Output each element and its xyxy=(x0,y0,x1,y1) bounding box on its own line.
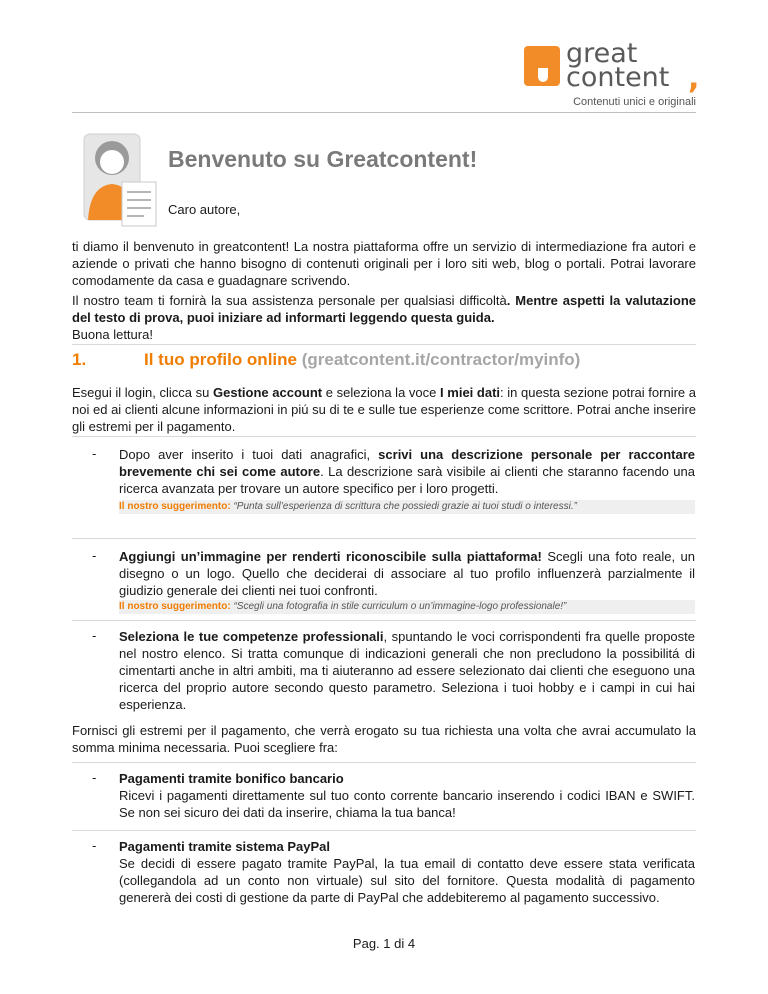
item-divider xyxy=(72,436,696,437)
section-title: Il tuo profilo online xyxy=(144,350,297,369)
author-avatar-icon xyxy=(78,128,164,232)
intro-part: : in questa sezione potrai fornire a noi ed ai clienti alcune informazioni in piú su di te e sulle tue esperienze come scrittore. Potrai anche inserire gli estremi per il pagamento. xyxy=(72,385,697,434)
bullet: - xyxy=(92,770,97,785)
section-intro xyxy=(72,384,696,435)
suggestion-label: Il nostro suggerimento: xyxy=(119,601,231,612)
greatcontent-logo xyxy=(524,40,704,102)
suggestion-label: Il nostro suggerimento: xyxy=(119,501,231,512)
item-text: Scegli una foto reale, un disegno o un logo. Quello che deciderai di associare al tuo profilo influenzerà parzialmente il giudizio generale dei clienti nei tuoi confronti. xyxy=(119,549,695,598)
payment-option-text: Ricevi i pagamenti direttamente sul tuo conto corrente bancario inserendo i codici IBAN e SWIFT. Se non sei sicuro dei dati da inserire, chiama la tua banca! xyxy=(119,788,695,820)
greeting: Caro autore, xyxy=(168,202,241,217)
header-divider xyxy=(72,112,696,113)
item-divider xyxy=(72,620,696,621)
list-item xyxy=(119,548,695,599)
section-heading xyxy=(72,350,580,370)
section-divider xyxy=(72,344,696,345)
tagline: Contenuti unici e originali xyxy=(573,96,696,108)
team-paragraph xyxy=(72,292,696,326)
menu-i-miei-dati: I miei dati xyxy=(440,385,501,400)
logo-quote-mark-icon xyxy=(524,46,560,86)
item-divider xyxy=(72,830,696,831)
section-url: (greatcontent.it/contractor/myinfo) xyxy=(301,350,581,369)
list-item xyxy=(119,628,695,713)
payment-option-title: Pagamenti tramite bonifico bancario xyxy=(119,771,344,786)
intro-part: e seleziona la voce xyxy=(322,385,441,400)
page-number: Pag. 1 di 4 xyxy=(352,936,416,951)
item-bold: Aggiungi un’immagine per renderti riconoscibile sulla piattaforma! xyxy=(119,549,542,564)
closing-line: Buona lettura! xyxy=(72,327,153,342)
item-divider xyxy=(72,762,696,763)
payment-option-paypal xyxy=(119,838,695,906)
section-number: 1. xyxy=(72,350,87,369)
logo-word-great: great xyxy=(566,38,638,69)
team-bold: . Mentre aspetti la valutazione del testo di prova, puoi iniziare ad informarti leggendo questa guida. xyxy=(72,293,696,325)
logo-word-content: content xyxy=(566,62,670,93)
suggestion-box xyxy=(119,600,695,614)
payment-option-text: Se decidi di essere pagato tramite PayPal, la tua email di contatto deve essere stata verificata (collegandola ad un conto non virtuale) sul sito del fornitore. Questa modalità di pagamento genererà dei costi di gestione da parte di PayPal che addebiteremo al pagamento successivo. xyxy=(119,856,695,905)
item-text: Dopo aver inserito i tuoi dati anagrafici, xyxy=(119,447,379,462)
bullet: - xyxy=(92,838,97,853)
logo-comma: , xyxy=(688,61,700,96)
payment-intro: Fornisci gli estremi per il pagamento, che verrà erogato su tua richiesta una volta che avrai accumulato la somma minima necessaria. Puoi scegliere fra: xyxy=(72,723,696,755)
suggestion-text: “Punta sull’esperienza di scrittura che possiedi grazie ai tuoi studi o interessi.” xyxy=(230,501,577,512)
intro-part: Esegui il login, clicca su xyxy=(72,385,214,400)
list-item xyxy=(119,446,695,497)
page-title: Benvenuto su Greatcontent! xyxy=(168,146,478,172)
item-divider xyxy=(72,538,696,539)
team-plain: Il nostro team ti fornirà la sua assistenza personale per qualsiasi difficoltà xyxy=(72,293,507,308)
payment-option-bank xyxy=(119,770,695,821)
bullet: - xyxy=(92,548,97,563)
intro-paragraph: ti diamo il benvenuto in greatcontent! La nostra piattaforma offre un servizio di intermediazione fra autori e aziende o privati che hanno bisogno di contenuti originali per i loro siti web, blog o portali. Potrai lavorare comodamente da casa e guadagnare scrivendo. xyxy=(72,239,696,288)
suggestion-box xyxy=(119,500,695,514)
menu-gestione-account: Gestione account xyxy=(213,385,323,400)
item-text: , spuntando le voci corrispondenti fra quelle proposte nel nostro elenco. Si tratta comunque di indicazioni generali che non precludono la possibilitá di cimentarti anche in altri ambiti, ma ti aiuteranno ad essere selezionato dai clienti che eseguono una ricerca del proprio autore secondo questo parametro. Seleziona i tuoi hobby e i campi in cui hai esperienza. xyxy=(119,629,695,712)
payment-option-title: Pagamenti tramite sistema PayPal xyxy=(119,839,330,854)
item-bold: scrivi una descrizione personale per raccontare brevemente chi sei come autore xyxy=(119,447,695,479)
item-text: . La descrizione sarà visibile ai clienti che staranno facendo una ricerca avanzata per trovare un autore specifico per i loro progetti. xyxy=(119,464,695,496)
item-bold: Seleziona le tue competenze professionali xyxy=(119,629,384,644)
bullet: - xyxy=(92,628,97,643)
suggestion-text: “Scegli una fotografia in stile curriculum o un’immagine-logo professionale!” xyxy=(230,601,567,612)
bullet: - xyxy=(92,446,97,461)
